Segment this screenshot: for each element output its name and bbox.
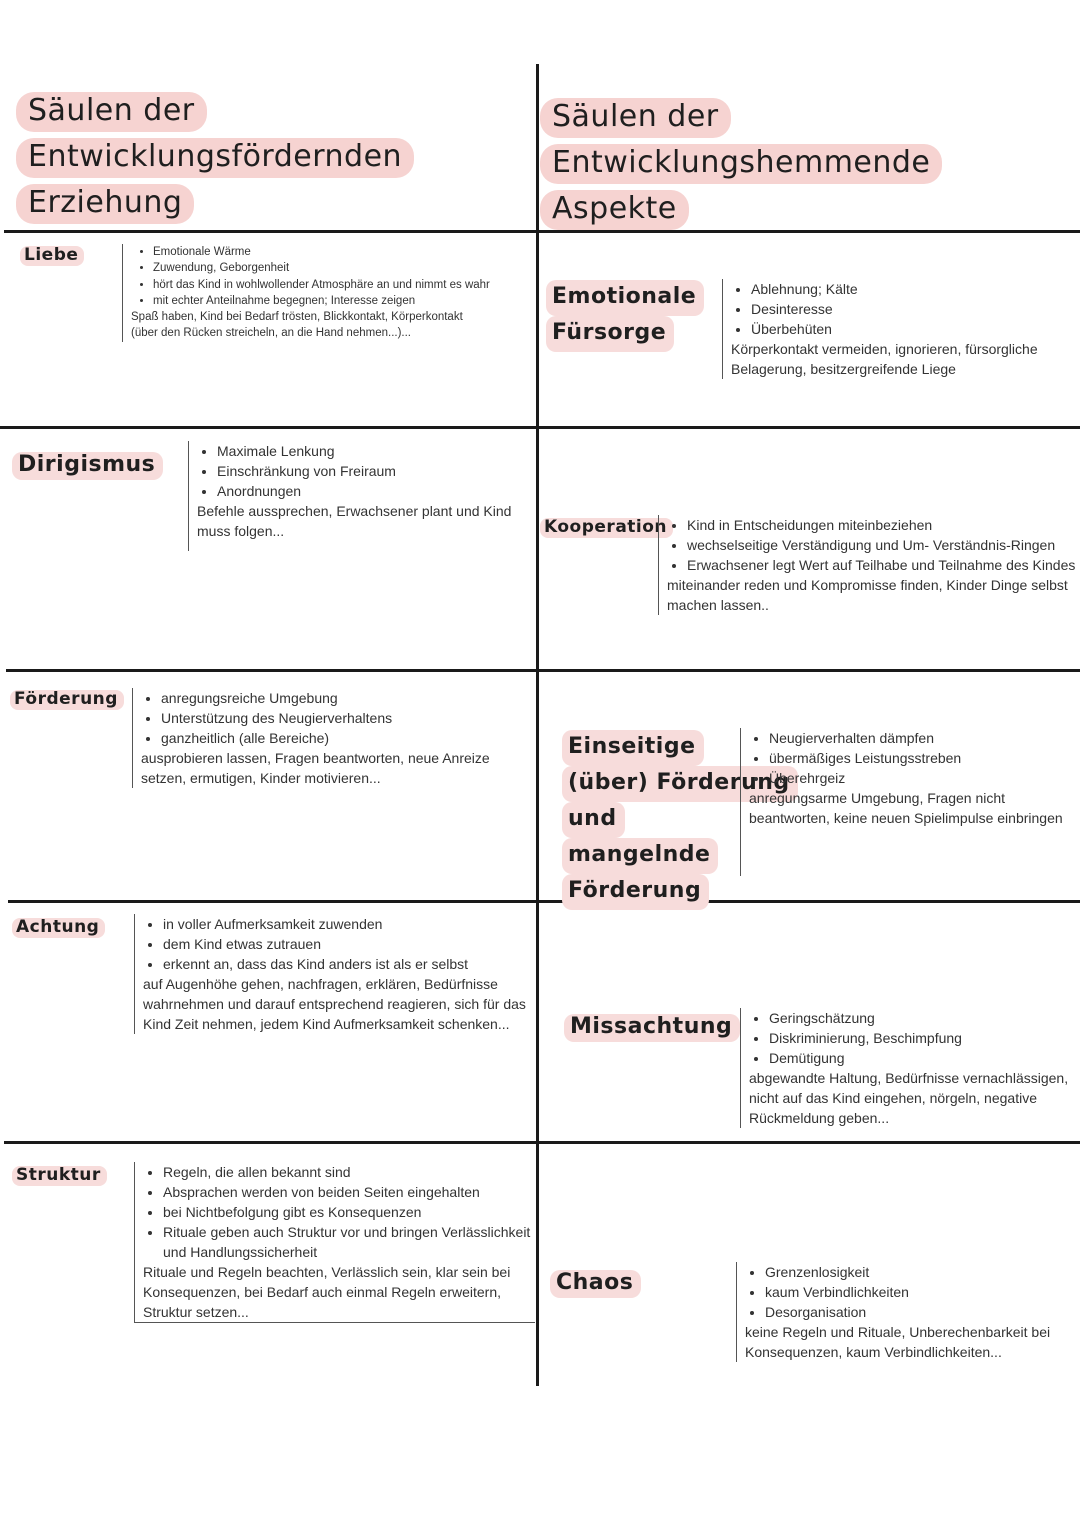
achtung-content — [134, 914, 535, 1034]
label-emotionale-fuersorge: Emotionale Fürsorge — [546, 280, 704, 352]
kooperation-content — [658, 515, 1079, 615]
description-text: Spaß haben, Kind bei Bedarf trösten, Blickkontakt, Körperkontakt (über den Rücken streicheln, an die Hand nehmen...)... — [131, 311, 463, 340]
list-item: • Geringschätzung — [769, 1008, 1079, 1028]
foerderung-content — [132, 688, 537, 788]
description-text: ausprobieren lassen, Fragen beantworten, neue Anreize setzen, ermutigen, Kinder motivieren... — [141, 750, 490, 786]
label-dirigismus: Dirigismus — [12, 452, 163, 480]
list-item: • wechselseitige Verständigung und Um- Verständnis-Ringen — [687, 535, 1079, 555]
left-header — [16, 92, 414, 230]
list-item: • Einschränkung von Freiraum — [217, 461, 537, 481]
left-header-line: Säulen der — [16, 92, 207, 132]
right-header — [540, 98, 942, 236]
right-header-line: Säulen der — [540, 98, 731, 138]
struktur-content — [134, 1162, 535, 1323]
label-liebe: Liebe — [20, 246, 84, 266]
list-item: • Maximale Lenkung — [217, 441, 537, 461]
row-divider — [6, 669, 1080, 672]
list-item: • Regeln, die allen bekannt sind — [163, 1162, 535, 1182]
list-item: • anregungsreiche Umgebung — [161, 688, 537, 708]
row-divider — [4, 1141, 1080, 1144]
label-einseitige-foerderung: Einseitige (über) Förderung und mangelnde Förderung — [562, 730, 798, 910]
list-item: • bei Nichtbefolgung gibt es Konsequenzen — [163, 1202, 535, 1222]
liebe-content — [122, 244, 491, 342]
list-item: • Anordnungen — [217, 481, 537, 501]
list-item: • kaum Verbindlichkeiten — [765, 1282, 1080, 1302]
list-item: • übermäßiges Leistungsstreben — [769, 748, 1079, 768]
description-text: Rituale und Regeln beachten, Verlässlich sein, klar sein bei Konsequenzen, bei Bedarf auch einmal Regeln erweitern, Struktur setzen... — [143, 1264, 511, 1320]
list-item: • Neugierverhalten dämpfen — [769, 728, 1079, 748]
description-text: auf Augenhöhe gehen, nachfragen, erklären, Bedürfnisse wahrnehmen und darauf entsprechend reagieren, sich für das Kind Zeit nehmen, jedem Kind Aufmerksamkeit schenken... — [143, 976, 526, 1032]
description-text: miteinander reden und Kompromisse finden, Kinder Dinge selbst machen lassen.. — [667, 577, 1068, 613]
chaos-content — [736, 1262, 1080, 1362]
label-achtung: Achtung — [12, 918, 105, 938]
missachtung-content — [740, 1008, 1079, 1128]
list-item: • Demütigung — [769, 1048, 1079, 1068]
label-struktur: Struktur — [12, 1166, 107, 1186]
list-item: • hört das Kind in wohlwollender Atmosphäre an und nimmt es wahr — [153, 277, 491, 293]
description-text: Körperkontakt vermeiden, ignorieren, fürsorgliche Belagerung, besitzergreifende Liege — [731, 341, 1038, 377]
list-item: • Grenzenlosigkeit — [765, 1262, 1080, 1282]
list-item: • Überbehüten — [751, 319, 1077, 339]
list-item: • Kind in Entscheidungen miteinbeziehen — [687, 515, 1079, 535]
left-header-line: Entwicklungsfördernden — [16, 138, 414, 178]
list-item: • Desorganisation — [765, 1302, 1080, 1322]
list-item: • mit echter Anteilnahme begegnen; Interesse zeigen — [153, 293, 491, 309]
list-item: • in voller Aufmerksamkeit zuwenden — [163, 914, 535, 934]
list-item: • erkennt an, dass das Kind anders ist als er selbst — [163, 954, 535, 974]
label-foerderung: Förderung — [10, 690, 124, 710]
list-item: • Diskriminierung, Beschimpfung — [769, 1028, 1079, 1048]
description-text: keine Regeln und Rituale, Unberechenbarkeit bei Konsequenzen, kaum Verbindlichkeiten... — [745, 1324, 1051, 1360]
list-item: • Unterstützung des Neugierverhaltens — [161, 708, 537, 728]
list-item: • ganzheitlich (alle Bereiche) — [161, 728, 537, 748]
list-item: • Überehrgeiz — [769, 768, 1079, 788]
right-header-line: Entwicklungshemmende — [540, 144, 942, 184]
row-divider — [0, 426, 1080, 429]
left-header-line: Erziehung — [16, 184, 194, 224]
description-text: anregungsarme Umgebung, Fragen nicht beantworten, keine neuen Spielimpulse einbringen — [749, 790, 1063, 826]
list-item: • Absprachen werden von beiden Seiten eingehalten — [163, 1182, 535, 1202]
list-item: • Zuwendung, Geborgenheit — [153, 260, 491, 276]
label-kooperation: Kooperation — [540, 518, 673, 538]
label-missachtung: Missachtung — [564, 1014, 740, 1042]
dirigismus-content — [188, 441, 537, 551]
description-text: Befehle aussprechen, Erwachsener plant und Kind muss folgen... — [197, 503, 512, 539]
row-divider — [8, 900, 1080, 903]
list-item: • Desinteresse — [751, 299, 1077, 319]
list-item: • Rituale geben auch Struktur vor und bringen Verlässlichkeit und Handlungssicherheit — [163, 1222, 535, 1262]
label-chaos: Chaos — [550, 1270, 641, 1298]
emotionale-fuersorge-content — [722, 279, 1077, 379]
list-item: • dem Kind etwas zutrauen — [163, 934, 535, 954]
right-header-line: Aspekte — [540, 190, 689, 230]
list-item: • Emotionale Wärme — [153, 244, 491, 260]
list-item: • Ablehnung; Kälte — [751, 279, 1077, 299]
description-text: abgewandte Haltung, Bedürfnisse vernachlässigen, nicht auf das Kind eingehen, nörgeln, negative Rückmeldung geben... — [749, 1070, 1069, 1126]
list-item: • Erwachsener legt Wert auf Teilhabe und Teilnahme des Kindes — [687, 555, 1079, 575]
einseitige-foerderung-content — [740, 728, 1079, 876]
